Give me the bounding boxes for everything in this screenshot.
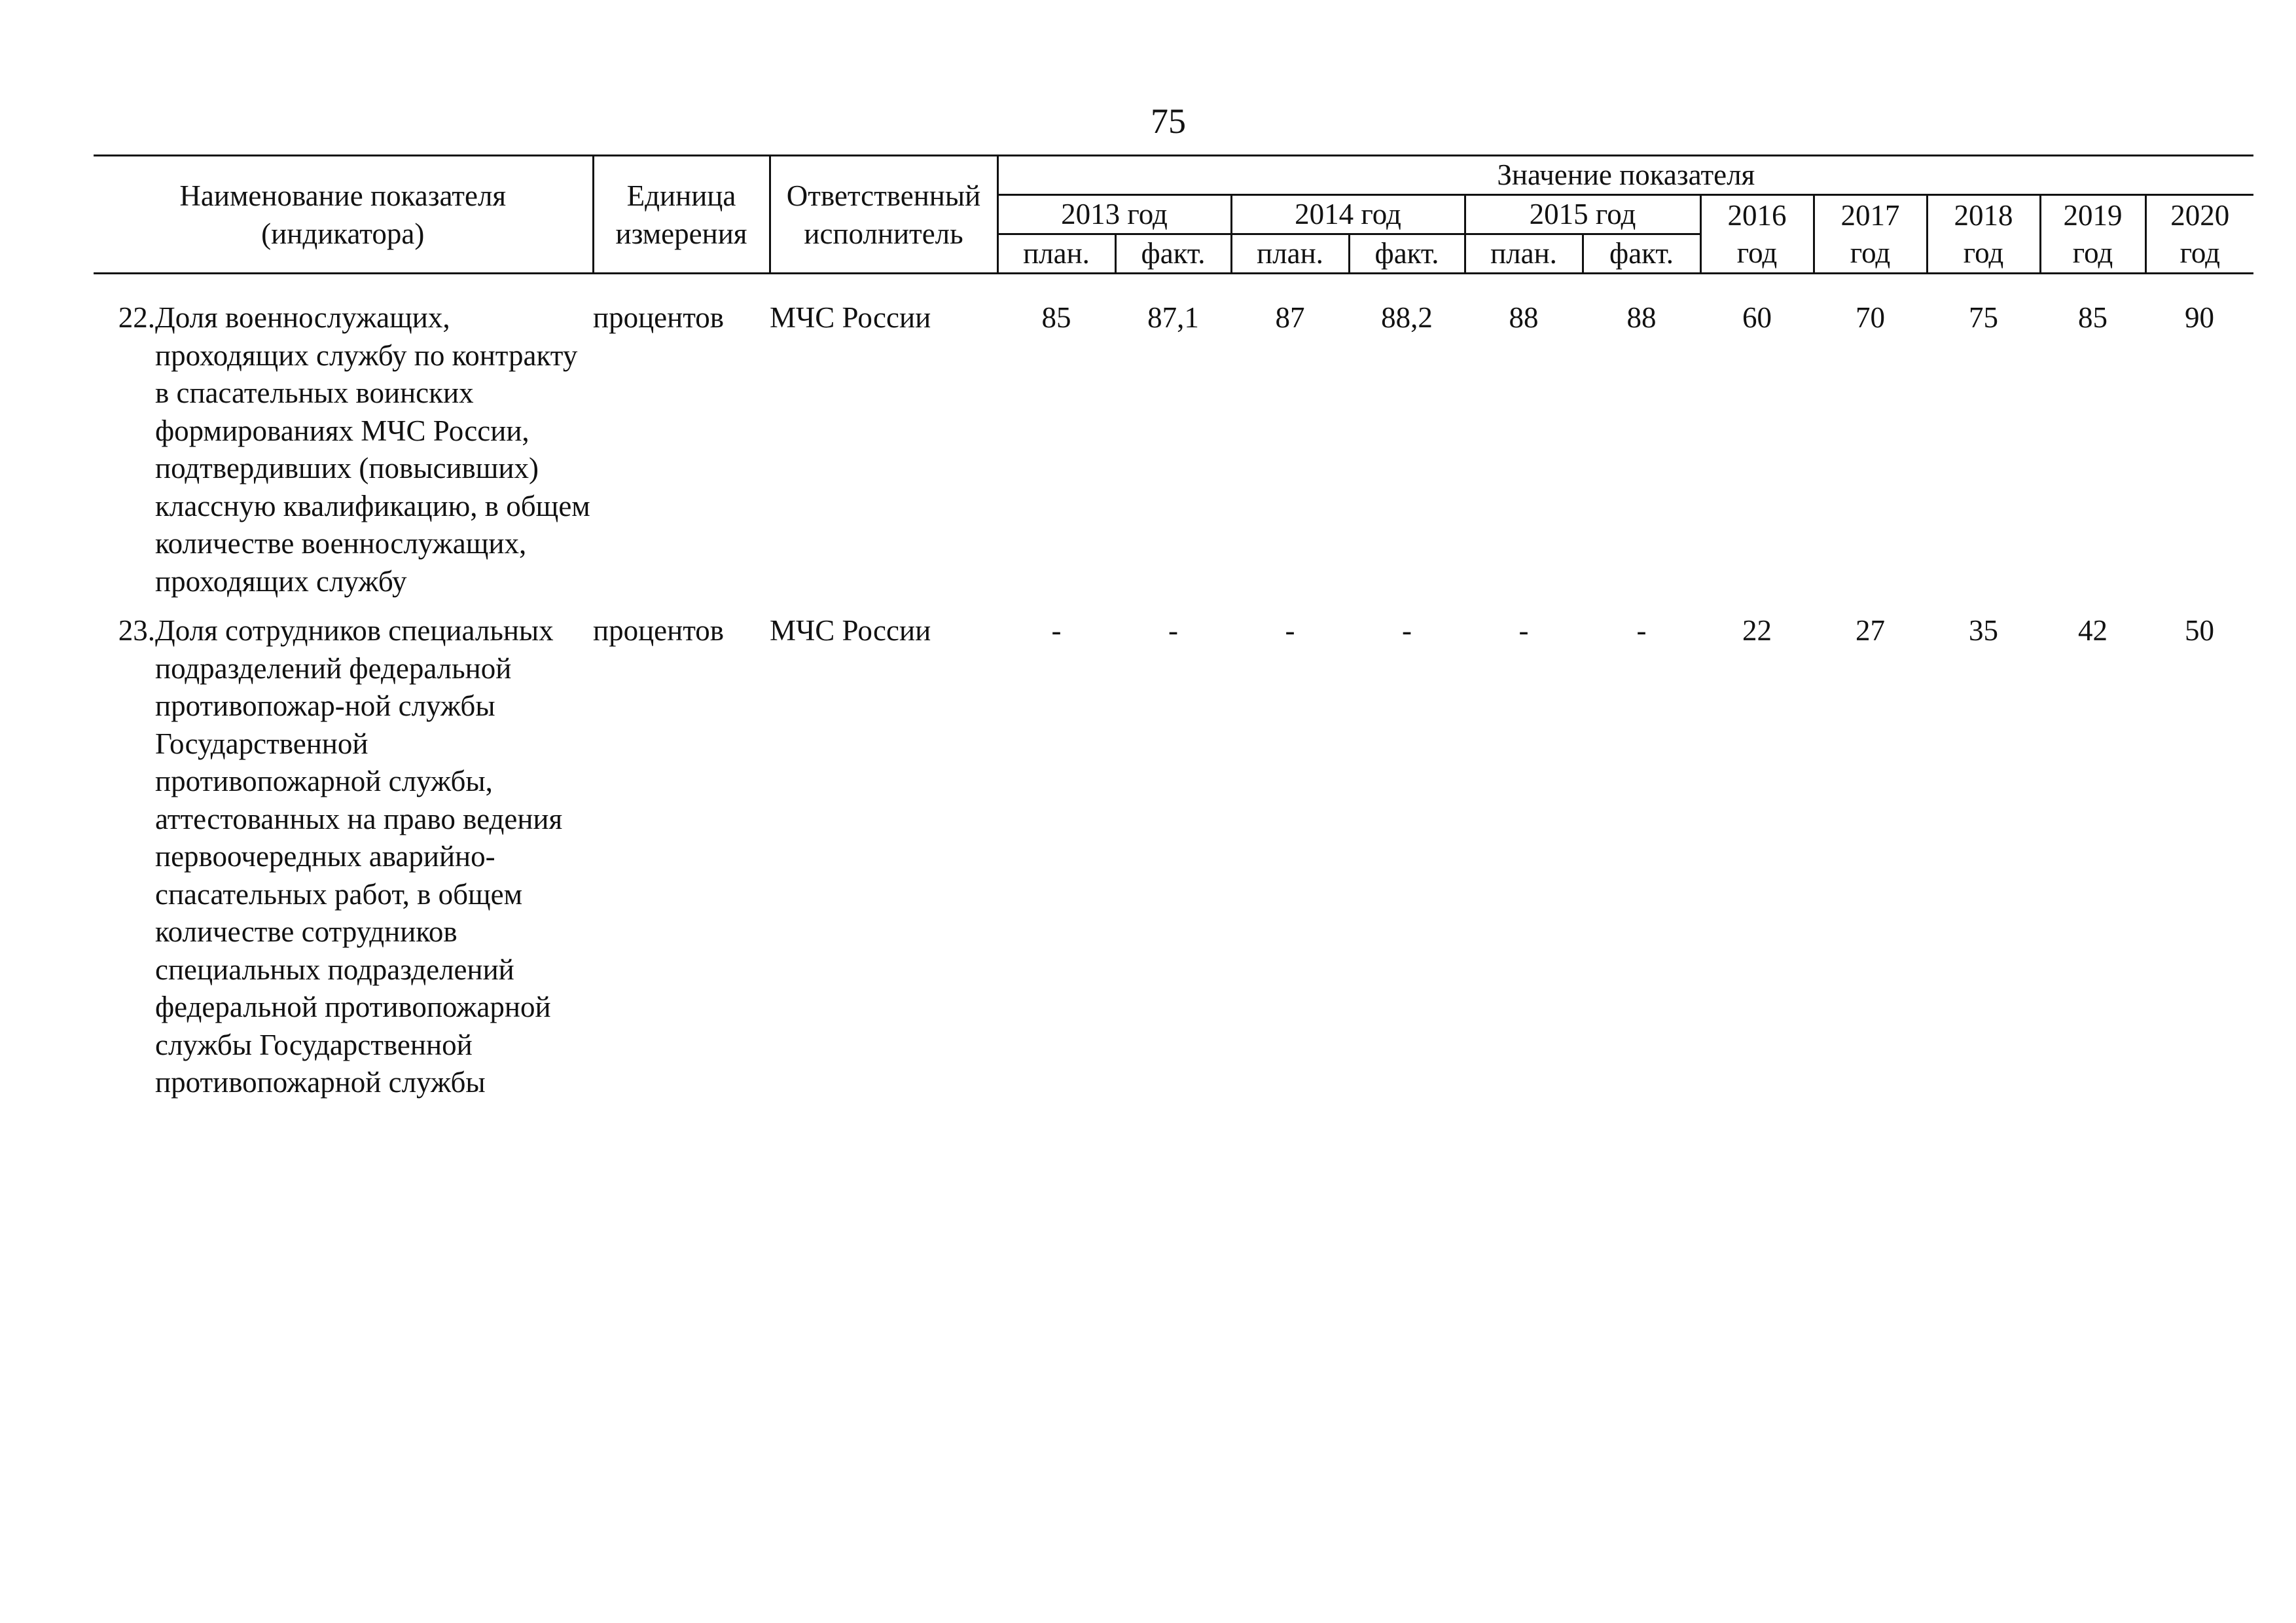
value-2013-fact: 87,1 xyxy=(1147,301,1199,334)
indicators-table xyxy=(94,155,2253,1114)
table-row xyxy=(94,612,2253,1114)
value-2019: 85 xyxy=(2078,301,2108,334)
header-value-group: Значение показателя xyxy=(997,156,2253,195)
header-2013-fact: факт. xyxy=(1115,234,1231,274)
header-year-2016-word: год xyxy=(1736,236,1778,269)
header-year-2018-word: год xyxy=(1963,236,2004,269)
value-2014-fact: - xyxy=(1402,614,1412,647)
value-2014-plan: - xyxy=(1285,614,1295,647)
header-year-2020 xyxy=(2145,195,2253,274)
value-2016: 22 xyxy=(1742,614,1772,647)
value-2017: 70 xyxy=(1856,301,1885,334)
header-2015-plan: план. xyxy=(1465,234,1583,274)
header-year-2019-num: 2019 xyxy=(2063,198,2123,232)
header-year-2020-num: 2020 xyxy=(2170,198,2230,232)
header-2015-fact: факт. xyxy=(1583,234,1700,274)
value-2013-fact: - xyxy=(1168,614,1178,647)
header-year-2019 xyxy=(2040,195,2145,274)
header-name-text: Наименование показателя (индикатора) xyxy=(179,179,507,250)
header-year-2017 xyxy=(1814,195,1927,274)
gap-cell xyxy=(94,274,2253,300)
header-name xyxy=(94,156,593,274)
row-number: 22. xyxy=(118,301,155,334)
header-year-2019-word: год xyxy=(2072,236,2113,269)
unit-cell: процентов xyxy=(593,301,725,334)
table-header xyxy=(94,156,2253,274)
value-2015-plan: - xyxy=(1518,614,1529,647)
value-2016: 60 xyxy=(1742,301,1772,334)
indicator-name: Доля сотрудников специальных подразделений федеральной противопожар-ной службы Государственной противопожарной службы, аттестованных на право ведения первоочередных аварийно-спасательных работ, в общем количестве сотрудников специальных подразделений федеральной противопожарной службы Государственной противопожарной службы xyxy=(155,614,563,1099)
header-year-2013: 2013 год xyxy=(997,195,1231,234)
value-2019: 42 xyxy=(2078,614,2108,647)
table-gap-row xyxy=(94,274,2253,300)
header-year-2016-num: 2016 xyxy=(1727,198,1787,232)
value-2014-plan: 87 xyxy=(1275,301,1305,334)
header-year-2017-num: 2017 xyxy=(1840,198,1900,232)
table-body xyxy=(94,274,2253,1114)
header-year-2017-word: год xyxy=(1850,236,1891,269)
header-year-2018-num: 2018 xyxy=(1954,198,2013,232)
header-2013-plan: план. xyxy=(997,234,1115,274)
value-2020: 90 xyxy=(2185,301,2215,334)
responsible-cell: МЧС России xyxy=(770,301,931,334)
value-2015-fact: - xyxy=(1636,614,1647,647)
value-2018: 35 xyxy=(1969,614,1998,647)
value-2017: 27 xyxy=(1856,614,1885,647)
value-2020: 50 xyxy=(2185,614,2215,647)
value-2015-plan: 88 xyxy=(1509,301,1539,334)
responsible-cell: МЧС России xyxy=(770,614,931,647)
header-year-2014: 2014 год xyxy=(1231,195,1465,234)
header-year-2016 xyxy=(1700,195,1814,274)
page-number: 75 xyxy=(1151,101,1186,141)
value-2015-fact: 88 xyxy=(1626,301,1657,334)
indicator-name: Доля военнослужащих, проходящих службу по контракту в спасательных воинских формированиях МЧС России, подтвердивших (повысивших) классную квалификацию, в общем количестве военнослужащих, проходящих службу xyxy=(155,301,590,598)
header-2014-plan: план. xyxy=(1231,234,1349,274)
header-year-2015: 2015 год xyxy=(1465,195,1700,234)
row-number: 23. xyxy=(118,614,155,647)
header-2014-fact: факт. xyxy=(1349,234,1465,274)
header-year-2018 xyxy=(1927,195,2040,274)
header-unit-text: Единица измерения xyxy=(615,179,747,250)
header-responsible-text: Ответственный исполнитель xyxy=(786,179,981,250)
header-year-2020-word: год xyxy=(2179,236,2221,269)
header-responsible xyxy=(770,156,997,274)
value-2013-plan: 85 xyxy=(1041,301,1071,334)
header-unit xyxy=(593,156,770,274)
value-2014-fact: 88,2 xyxy=(1381,301,1433,334)
value-2018: 75 xyxy=(1969,301,1998,334)
unit-cell: процентов xyxy=(593,614,725,647)
table-row xyxy=(94,299,2253,612)
value-2013-plan: - xyxy=(1051,614,1062,647)
